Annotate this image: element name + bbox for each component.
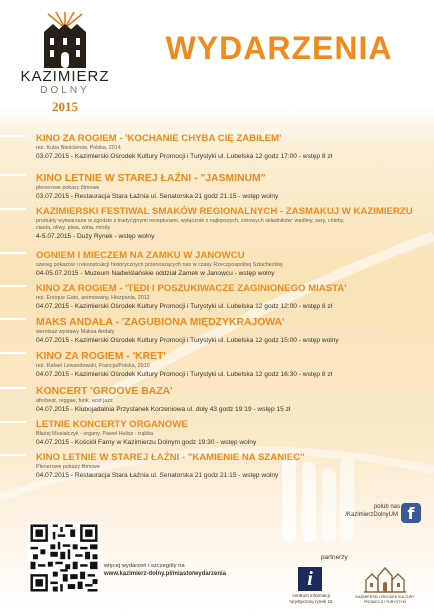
more-events-label: więcej wydarzeń i szczegóły na	[104, 563, 185, 569]
event-note: produkty wytwarzane w zgodzie z tradycyjnymi recepturami, wyłącznie z najlepszych, zdrowych składników: wędliny, sery, chleby,	[36, 218, 345, 224]
logo-city-name: KAZIMIERZ	[20, 68, 110, 85]
event-date: 04-05.07.2015 - Muzeum Nadwiślańskie oddział Zamek w Janowcu - wstęp wolny	[36, 270, 275, 277]
kok-label: KAZIMIERSKI OŚRODEK KULTURY PROMOCJI I TURYSTYKI	[355, 595, 415, 604]
event-date: 4-5.07.2015 - Duży Rynek - wstęp wolny	[36, 233, 155, 240]
event-title: KINO LETNIE W STAREJ ŁAŹNI - "JASMINUM"	[36, 173, 266, 184]
kok-logo-icon[interactable]	[362, 566, 408, 594]
event-title: KAZIMIERSKI FESTIWAL SMAKÓW REGIONALNYCH - ZASMAKUJ W KAZIMIERZU	[36, 206, 413, 217]
event-note: reż. Enrique Gato, animowany, Hiszpania, 2012	[36, 295, 150, 301]
event-item	[30, 250, 430, 278]
logo-year: 2015	[52, 99, 78, 114]
event-title: MAKS ANDAŁA - 'ZAGUBIONA MIĘDZYKRAJOWA'	[36, 317, 285, 328]
event-note: afrobeat, reggae, funk, acid jazz	[36, 398, 113, 404]
event-title: KINO LETNIE W STAREJ ŁAŹNI - "KAMIENIE NA SZANIEC"	[36, 452, 305, 463]
event-divider	[0, 421, 26, 423]
event-title: KINO ZA ROGIEM - 'TEDI I POSZUKIWACZE ZAGINIONEGO MIASTA'	[36, 283, 347, 294]
town-logo-icon	[6, 12, 124, 68]
event-date: 04.07.2015 - Kazimierski Ośrodek Kultury Promocji i Turystyki ul. Lubelska 12 godz 16:30 - wstęp 8 zł	[36, 371, 333, 378]
facebook-like-text: polub nas	[373, 504, 400, 510]
event-divider	[0, 208, 26, 210]
event-divider	[0, 252, 26, 254]
event-note: Plenerowe pokazy filmowe	[36, 464, 100, 470]
event-divider	[0, 454, 26, 456]
facebook-icon[interactable]: f	[401, 503, 421, 523]
event-date: 04.07.2015 - Kazimierski Ośrodek Kultury Promocji i Turystyki ul. Lubelska 12 godz 15:00 - wstęp wolny	[36, 337, 339, 344]
event-note: ciasta, oliwy, piwa, wina, miody	[36, 225, 111, 231]
event-divider	[0, 318, 26, 320]
event-note: szereg pokazów i rekonstrukcji historycznych przenoszących nas w czasy Rzeczpospolitej Szlacheckiej	[36, 262, 283, 268]
event-date: 03.07.2015 - Kazimierski Ośrodek Kultury Promocji i Turystyki ul. Lubelska 12 godz 17:00 - wstęp 8 zł	[36, 153, 333, 160]
event-item	[30, 283, 430, 311]
event-title: OGNIEM I MIECZEM NA ZAMKU W JANOWCU	[36, 250, 245, 261]
event-item	[30, 133, 430, 161]
event-title: KINO ZA ROGIEM - 'KOCHANIE CHYBA CIĘ ZABIŁEM'	[36, 133, 282, 144]
events-website-link[interactable]: www.kazimierz-dolny.pl/miasto/wydarzenia	[104, 571, 227, 577]
event-note: Błażej Musiałczyk - organy, Paweł Hulisz - trąbka	[36, 431, 154, 437]
event-divider	[0, 174, 26, 176]
event-divider	[0, 285, 26, 287]
event-divider	[0, 387, 26, 389]
info-icon[interactable]: i	[298, 567, 322, 591]
info-center-label	[266, 593, 356, 605]
event-divider	[0, 135, 26, 137]
event-item	[30, 350, 430, 379]
event-title: KINO ZA ROGIEM - 'KRET'	[36, 351, 166, 362]
event-title: KONCERT 'GROOVE BAZA'	[36, 386, 173, 397]
partners-label: partnerzy	[321, 554, 348, 561]
logo-subtitle: DOLNY	[40, 85, 90, 96]
event-note: reż. Kuba Nieścierow, Polska, 2014	[36, 145, 121, 151]
event-date: 04.07.2015 - Kościół Farny w Kazimierzu Dolnym godz 19:30 - wstęp wolny	[36, 439, 257, 446]
facebook-handle[interactable]: /KazimierzDolnyUM	[345, 512, 398, 518]
event-title: LETNIE KONCERTY ORGANOWE	[36, 419, 188, 430]
page-title: WYDARZENIA	[165, 30, 393, 66]
qr-code-icon[interactable]	[28, 522, 100, 594]
event-divider	[0, 352, 26, 354]
info-center-line-1: centrum informacji	[292, 593, 330, 598]
event-item	[30, 452, 430, 480]
event-date: 04.07.2015 - Kazimierski Ośrodek Kultury Promocji i Turystyki ul. Lubelska 12 godz 12:00 - wstęp 8 zł	[36, 303, 333, 310]
event-note: reż. Rafael Lewandowski, Francja/Polska, 2010	[36, 363, 150, 369]
event-date: 04.07.2015 - Klubojadalnia Przystanek Korzeniowa ul. doły 43 godz 19:19 - wstęp 15 zł	[36, 406, 291, 413]
event-item	[30, 206, 430, 241]
event-item	[30, 316, 430, 345]
info-center-line-2: turystycznej rynek 15	[289, 599, 333, 604]
event-note: plenerowe pokazy filmowe	[36, 185, 100, 191]
event-date: 03.07.2015 - Restauracja Stara Łaźnia ul. Senatorska 21 godz 21:15 - wstęp wolny	[36, 193, 279, 200]
event-date: 04.07.2015 - Restauracja Stara Łaźnia ul. Senatorska 21 godz 21:15 - wstęp wolny	[36, 472, 279, 479]
event-item	[30, 385, 430, 414]
town-logo[interactable]	[6, 6, 124, 116]
event-note: wernisaż wystawy Maksa Andały	[36, 329, 115, 335]
event-item	[30, 172, 430, 201]
event-item	[30, 419, 430, 447]
